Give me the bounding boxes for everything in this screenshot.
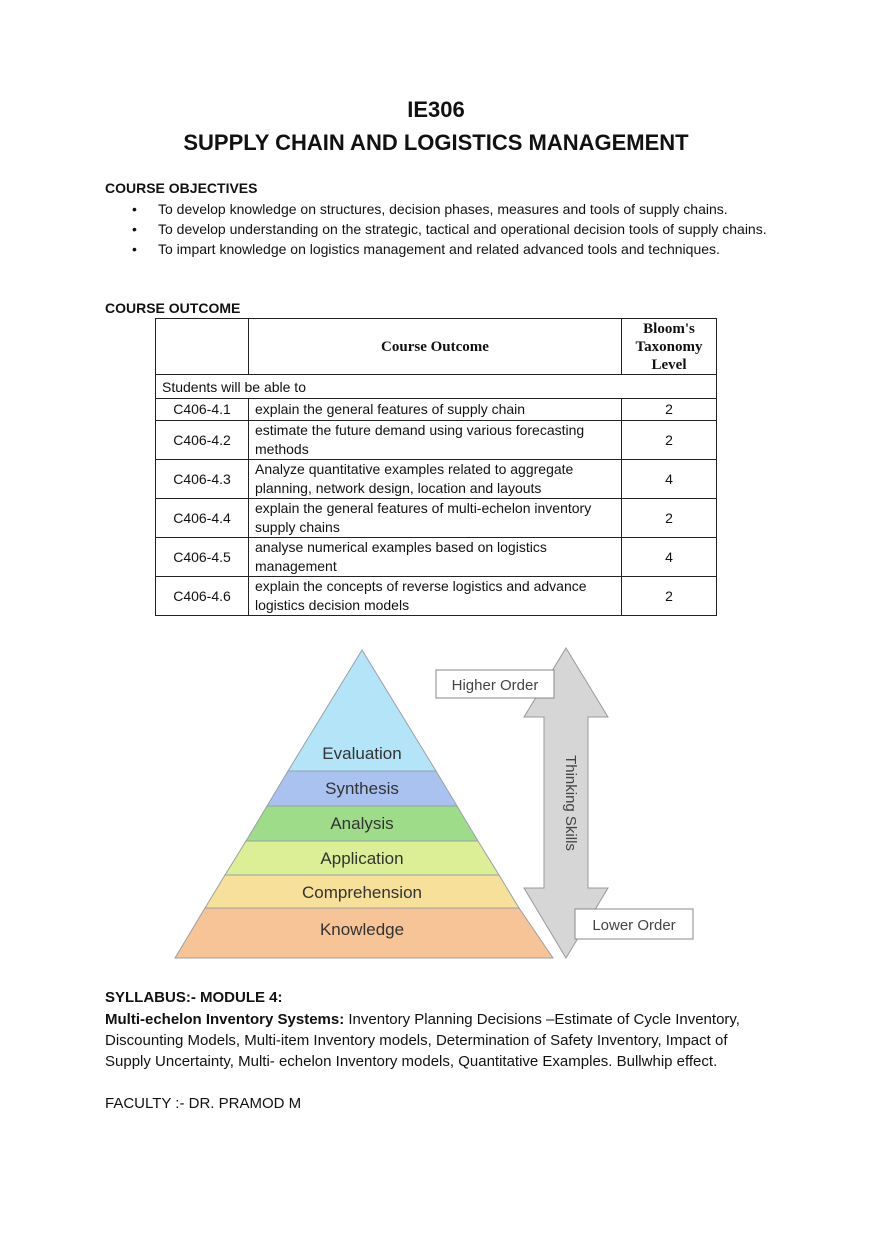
higher-order-label: Higher Order xyxy=(451,677,539,694)
syllabus-text: Inventory Planning Decisions –Estimate of Cycle Inventory, Discounting Models, Multi-item Inventory models, Determination of Safety Inventory, Impact of Supply Uncertainty, Multi- echelon Inventory models, Quantitative Examples. Bullwhip effect. xyxy=(105,1011,740,1070)
bloom-level: 4 xyxy=(622,538,717,577)
outcome-code: C406-4.1 xyxy=(156,399,249,421)
pyramid-label-knowledge: Knowledge xyxy=(319,920,405,939)
pyramid-label-evaluation: Evaluation xyxy=(322,744,402,763)
bloom-level: 2 xyxy=(622,499,717,538)
pyramid-label-analysis: Analysis xyxy=(330,814,394,833)
outcome-text: explain the general features of multi-echelon inventory supply chains xyxy=(249,499,622,538)
table-row xyxy=(156,421,717,460)
table-row xyxy=(156,499,717,538)
outcome-text: explain the general features of supply chain xyxy=(249,399,622,421)
syllabus-heading: SYLLABUS:- MODULE 4: xyxy=(105,989,283,1006)
outcome-code: C406-4.6 xyxy=(156,577,249,616)
bloom-level: 2 xyxy=(622,399,717,421)
bullet-icon: • xyxy=(132,201,137,217)
course-title: SUPPLY CHAIN AND LOGISTICS MANAGEMENT xyxy=(183,130,689,155)
objective-item: • To develop understanding on the strategic, tactical and operational decision tools of supply chains. xyxy=(132,221,767,237)
intro-cell: Students will be able to xyxy=(156,375,717,399)
table-row xyxy=(156,460,717,499)
header-blank xyxy=(156,319,249,375)
table-row xyxy=(156,577,717,616)
outcome-code: C406-4.2 xyxy=(156,421,249,460)
lower-order-label: Lower Order xyxy=(592,917,676,934)
syllabus-content xyxy=(105,1009,775,1072)
pyramid-label-comprehension: Comprehension xyxy=(301,883,423,902)
objective-item: • To develop knowledge on structures, decision phases, measures and tools of supply chains. xyxy=(132,201,728,217)
outcome-code: C406-4.5 xyxy=(156,538,249,577)
outcome-code: C406-4.4 xyxy=(156,499,249,538)
syllabus-topic: Multi-echelon Inventory Systems: xyxy=(105,1011,345,1028)
course-code: IE306 xyxy=(407,97,465,122)
header-course-outcome: Course Outcome xyxy=(249,319,622,375)
header-bloom-level: Bloom's Taxonomy Level xyxy=(622,319,717,375)
table-row xyxy=(156,538,717,577)
bloom-level: 2 xyxy=(622,421,717,460)
pyramid-label-application: Application xyxy=(320,849,404,868)
objective-item: • To impart knowledge on logistics management and related advanced tools and techniques. xyxy=(132,241,720,257)
table-row xyxy=(156,399,717,421)
faculty-name: FACULTY :- DR. PRAMOD M xyxy=(105,1095,302,1112)
thinking-skills-label: Thinking Skills xyxy=(562,755,579,851)
pyramid-label-synthesis: Synthesis xyxy=(325,779,399,798)
bloom-taxonomy-pyramid xyxy=(170,645,710,965)
outcome-text: analyse numerical examples based on logistics management xyxy=(249,538,622,577)
outcome-text: explain the concepts of reverse logistics and advance logistics decision models xyxy=(249,577,622,616)
objectives-heading: COURSE OBJECTIVES xyxy=(105,180,258,196)
outcome-table xyxy=(155,318,717,616)
table-header-row xyxy=(156,319,717,375)
table-intro-row xyxy=(156,375,717,399)
bloom-level: 2 xyxy=(622,577,717,616)
outcome-text: Analyze quantitative examples related to aggregate planning, network design, location and layouts xyxy=(249,460,622,499)
bloom-level: 4 xyxy=(622,460,717,499)
bullet-icon: • xyxy=(132,241,137,257)
outcome-code: C406-4.3 xyxy=(156,460,249,499)
objectives-list xyxy=(130,199,770,259)
outcome-heading: COURSE OUTCOME xyxy=(105,300,241,316)
outcome-text: estimate the future demand using various forecasting methods xyxy=(249,421,622,460)
bullet-icon: • xyxy=(132,221,137,237)
